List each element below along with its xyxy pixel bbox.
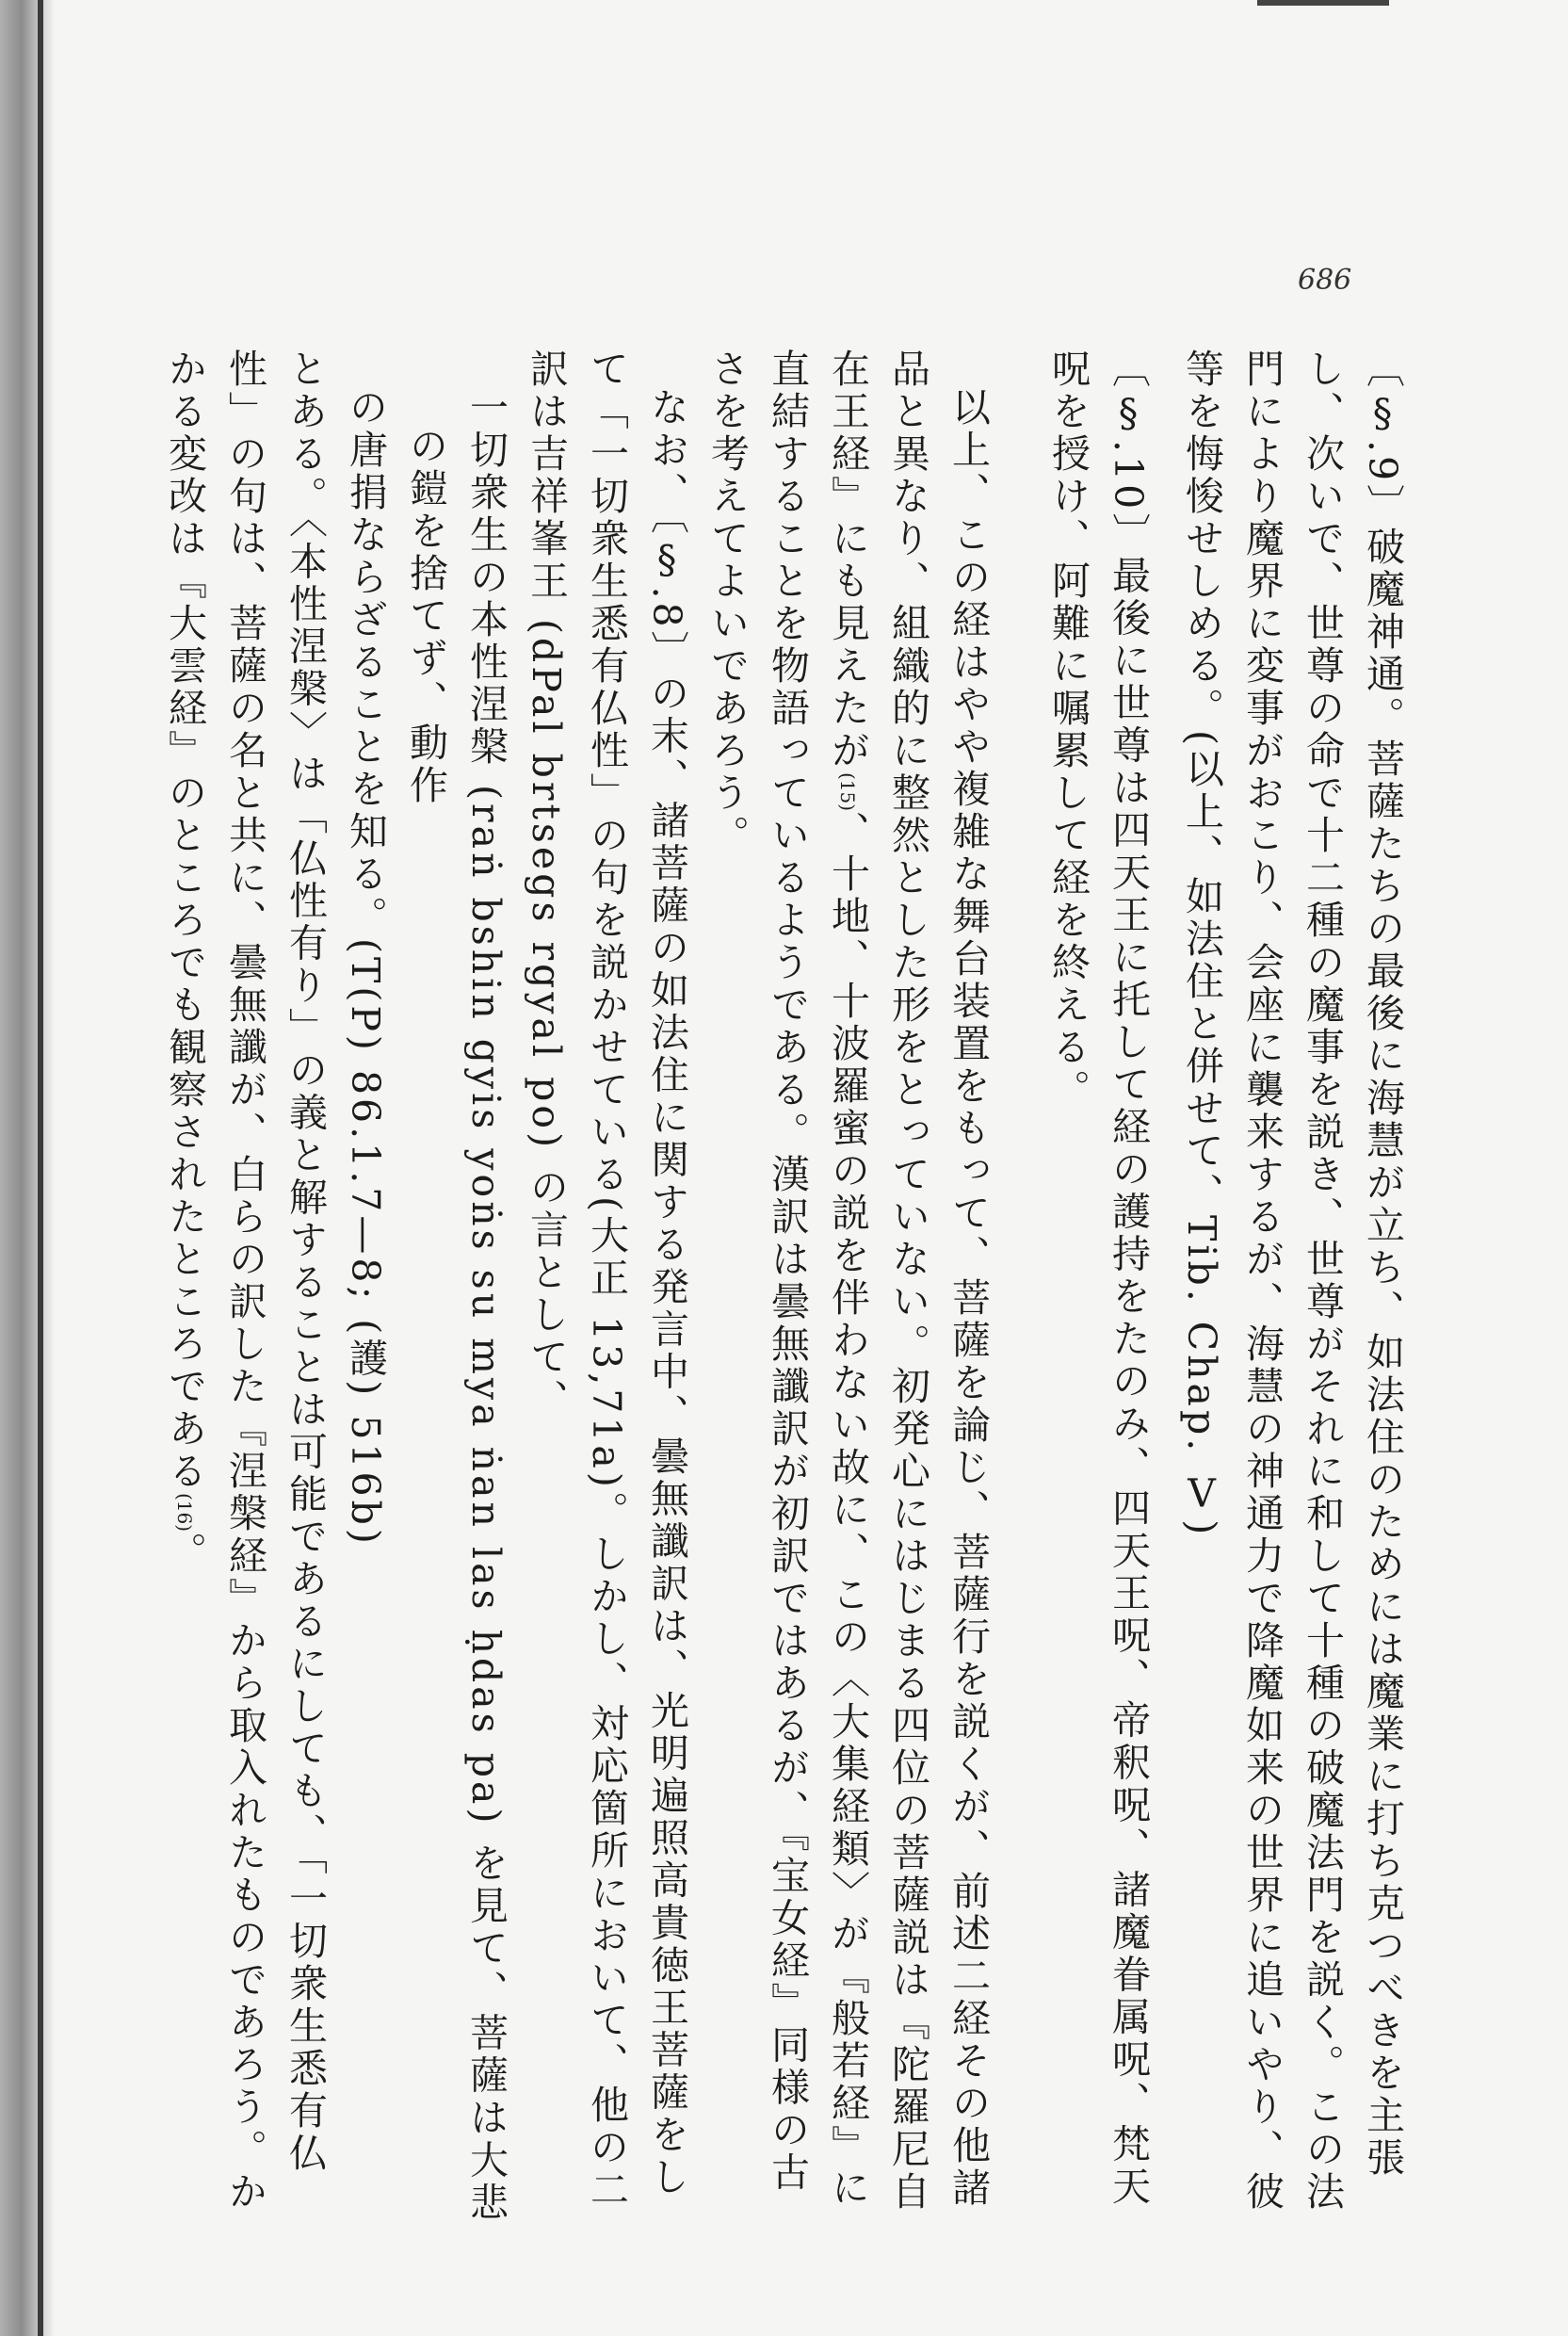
spacer <box>998 349 1038 2232</box>
quotation <box>335 349 516 2232</box>
book-binding-edge <box>38 0 43 2336</box>
paragraph-s9: 〔§.9〕破魔神通。菩薩たちの最後に海慧が立ち、如法住のためには魔業に打ち克つべきを主張し、次いで、世尊の命で十二種の魔事を説き、世尊がそれに和して十種の破魔法門を説く。この法門により魔界に変事がおこり、会座に襲来するが、海慧の神通力で降魔如来の世界に追いやり、彼等を悔悛せしめる。(以上、如法住と併せて、Tib. Chap. Ⅴ) <box>1179 349 1405 2214</box>
spacer <box>1158 349 1172 2232</box>
note-ref-16: (16) <box>173 1493 196 1533</box>
top-rule <box>1257 0 1389 6</box>
paragraph-s8-note: なお、〔§.8〕の末、諸菩薩の如法住に関する発言中、曇無讖訳は、光明遍照高貴徳王菩薩をして「一切衆生悉有仏性」の句を説かせている(大正 13,71a)。しかし、対応箇所において、他の二訳は吉祥峯王 (dPal brtsegs rgyal po) の言として、 <box>524 349 689 2212</box>
paragraph-s10: 〔§.10〕最後に世尊は四天王に托して経の護持をたのみ、四天王呪、帝釈呪、諸魔眷属呪、梵天呪を授け、阿難に嘱累して経を終える。 <box>1045 349 1151 2209</box>
summary-text-2: 、十地、十波羅蜜の説を伴わない故に、この〈大集経類〉が『般若経』に直結することを物語っているようである。漢訳は曇無讖訳が初訳ではあるが、『宝女経』同様の古さを考えてよいであろう。 <box>704 349 870 2211</box>
main-text <box>162 349 1413 2232</box>
page-number: 686 <box>1298 264 1352 297</box>
conclusion-text-1: とある。〈本性涅槃〉は「仏性有り」の義と解することは可能であるにしても、「一切衆生悉有仏性」の句は、菩薩の名と共に、曇無讖が、白らの訳した『涅槃経』から取入れたものであろう。かかる変改は『大雲経』のところでも観察されたところである <box>162 349 328 2214</box>
book-binding-shadow <box>0 0 55 2336</box>
summary-text-1: 以上、この経はやや複雑な舞台装置をもって、菩薩を論じ、菩薩行を説くが、前述二経その他諸品と異なり、組織的に整然とした形をとっていない。初発心にはじまる四位の菩薩説は『陀羅尼自在王経』にも見えたが <box>825 349 991 2214</box>
paragraph-summary <box>697 349 998 2232</box>
conclusion-text-2: 。 <box>162 1532 207 1575</box>
note-ref-15: (15) <box>836 772 859 812</box>
quote-line-1: 一切衆生の本性涅槃 (raṅ bshin gyis yoṅs su mya ṅan las ḥdas pa) を見て、菩薩は大悲の鎧を捨てず、動作 <box>403 387 509 2225</box>
quote-line-2: の唐捐ならざることを知る。(T(P) 86.1.7—8; (護) 516b) <box>343 387 388 1548</box>
paragraph-conclusion <box>154 349 335 2232</box>
